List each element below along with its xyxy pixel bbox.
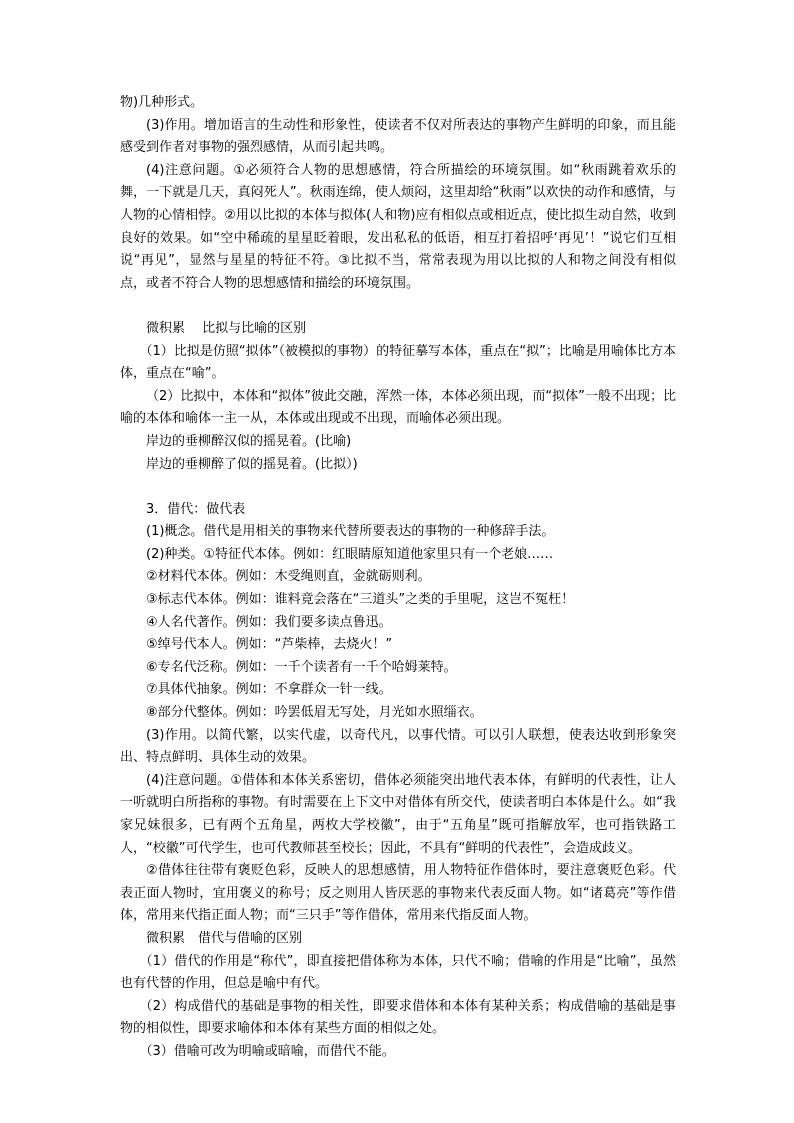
paragraph-metonymy-type-7: ⑦具体代抽象。例如：不拿群众一针一线。 xyxy=(146,682,392,698)
paragraph-metonymy-type-1: (2)种类。①特征代本体。例如：红眼睛原知道他家里只有一个老娘…… xyxy=(146,546,554,562)
section-heading-metonymy-vs-metaphor: 微积累 借代与借喻的区别 xyxy=(146,930,303,946)
paragraph-metonymy-type-3: ③标志代本体。例如：谁料竟会落在“三道头”之类的手里呢，这岂不冤枉！ xyxy=(146,592,575,608)
section-heading-personification-vs-metaphor: 微积累 比拟与比喻的区别 xyxy=(146,320,307,336)
paragraph-metonymy-notes-2: ②借体往往带有褒贬色彩，反映人的思想感情，用人物特征作借体时，要注意褒贬色彩。代表正面人物时，宜用褒义的称号；反之则用人皆厌恶的事物来代表反面人物。如“诸葛亮”等作借体，常用来代指正面人物；而“三只手”等作借体，常用来代指反面人物。 xyxy=(120,863,676,924)
paragraph-personification-effect: (3)作用。增加语言的生动性和形象性，使读者不仅对所表达的事物产生鲜明的印象，而且能感受到作者对事物的强烈感情，从而引起共鸣。 xyxy=(120,117,676,156)
spacer xyxy=(120,295,676,318)
paragraph-metonymy-type-6: ⑥专名代泛称。例如：一千个读者有一千个哈姆莱特。 xyxy=(146,659,457,675)
example-metaphor: 岸边的垂柳醉汉似的摇晃着。(比喻) xyxy=(146,433,352,449)
paragraph-metonymy-difference-1: （1）借代的作用是“称代”，即直接把借体称为本体，只代不喻；借喻的作用是“比喻”，虽然也有代替的作用，但总是喻中有代。 xyxy=(120,953,676,992)
section-heading-metonymy: 3．借代：做代表 xyxy=(146,501,246,517)
paragraph-metonymy-type-4: ④人名代著作。例如：我们要多读点鲁迅。 xyxy=(146,614,392,630)
document-page xyxy=(120,92,676,1064)
paragraph-metonymy-type-2: ②材料代本体。例如：木受绳则直，金就砺则利。 xyxy=(146,569,431,585)
paragraph-metonymy-concept: (1)概念。借代是用相关的事物来代替所要表达的事物的一种修辞手法。 xyxy=(146,524,555,540)
paragraph-metonymy-difference-3: （3）借喻可改为明喻或暗喻，而借代不能。 xyxy=(139,1043,395,1059)
paragraph-personification-notes: (4)注意问题。①必须符合人物的思想感情，符合所描绘的环境氛围。如“秋雨跳着欢乐的舞，一下就是几天，真闷死人”。秋雨连绵，使人烦闷，这里却给“秋雨”以欢快的动作和感情，与人物的心情相悖。②用以比拟的本体与拟体(人和物)应有相似点或相近点，使比拟生动自然，收到良好的效果。如“空中稀疏的星星眨着眼，发出私私的低语，相互打着招呼‘再见’！”说它们互相说“再见”，显然与星星的特征不符。③比拟不当，常常表现为用以比拟的人和物之间没有相似点，或者不符合人物的思想感情和描绘的环境氛围。 xyxy=(120,162,676,291)
paragraph-metonymy-type-5: ⑤绰号代本人。例如：“芦柴棒，去烧火！” xyxy=(146,637,393,653)
paragraph-metonymy-difference-2: （2）构成借代的基础是事物的相关性，即要求借体和本体有某种关系；构成借喻的基础是事物的相似性，即要求喻体和本体有某些方面的相似之处。 xyxy=(120,998,676,1037)
paragraph-metonymy-notes-1: (4)注意问题。①借体和本体关系密切，借体必须能突出地代表本体，有鲜明的代表性，让人一听就明白所指称的事物。有时需要在上下文中对借体有所交代，使读者明白本体是什么。如“我家兄妹很多，已有两个五角星，两枚大学校徽”，由于“五角星”既可指解放军，也可指铁路工人，“校徽”可代学生，也可代教师甚至校长；因此，不具有“鲜明的代表性”，会造成歧义。 xyxy=(120,772,676,856)
paragraph-metonymy-type-8: ⑧部分代整体。例如：吟罢低眉无写处，月光如水照缁衣。 xyxy=(146,705,483,721)
example-personification: 岸边的垂柳醉了似的摇晃着。(比拟）) xyxy=(146,456,358,472)
paragraph-difference-2: （2）比拟中，本体和“拟体”彼此交融，浑然一体，本体必须出现，而“拟体”一般不出现；比喻的本体和喻体一主一从，本体或出现或不出现，而喻体必须出现。 xyxy=(120,388,676,427)
paragraph-difference-1: （1）比拟是仿照“拟体”（被模拟的事物）的特征摹写本体，重点在“拟”；比喻是用喻体比方本体，重点在“喻”。 xyxy=(120,343,676,382)
paragraph-metonymy-effect: (3)作用。以简代繁，以实代虚，以奇代凡，以事代情。可以引人联想，使表达收到形象突出、特点鲜明、具体生动的效果。 xyxy=(120,727,676,766)
paragraph-continuation: 物)几种形式。 xyxy=(120,95,204,110)
spacer xyxy=(120,476,676,499)
